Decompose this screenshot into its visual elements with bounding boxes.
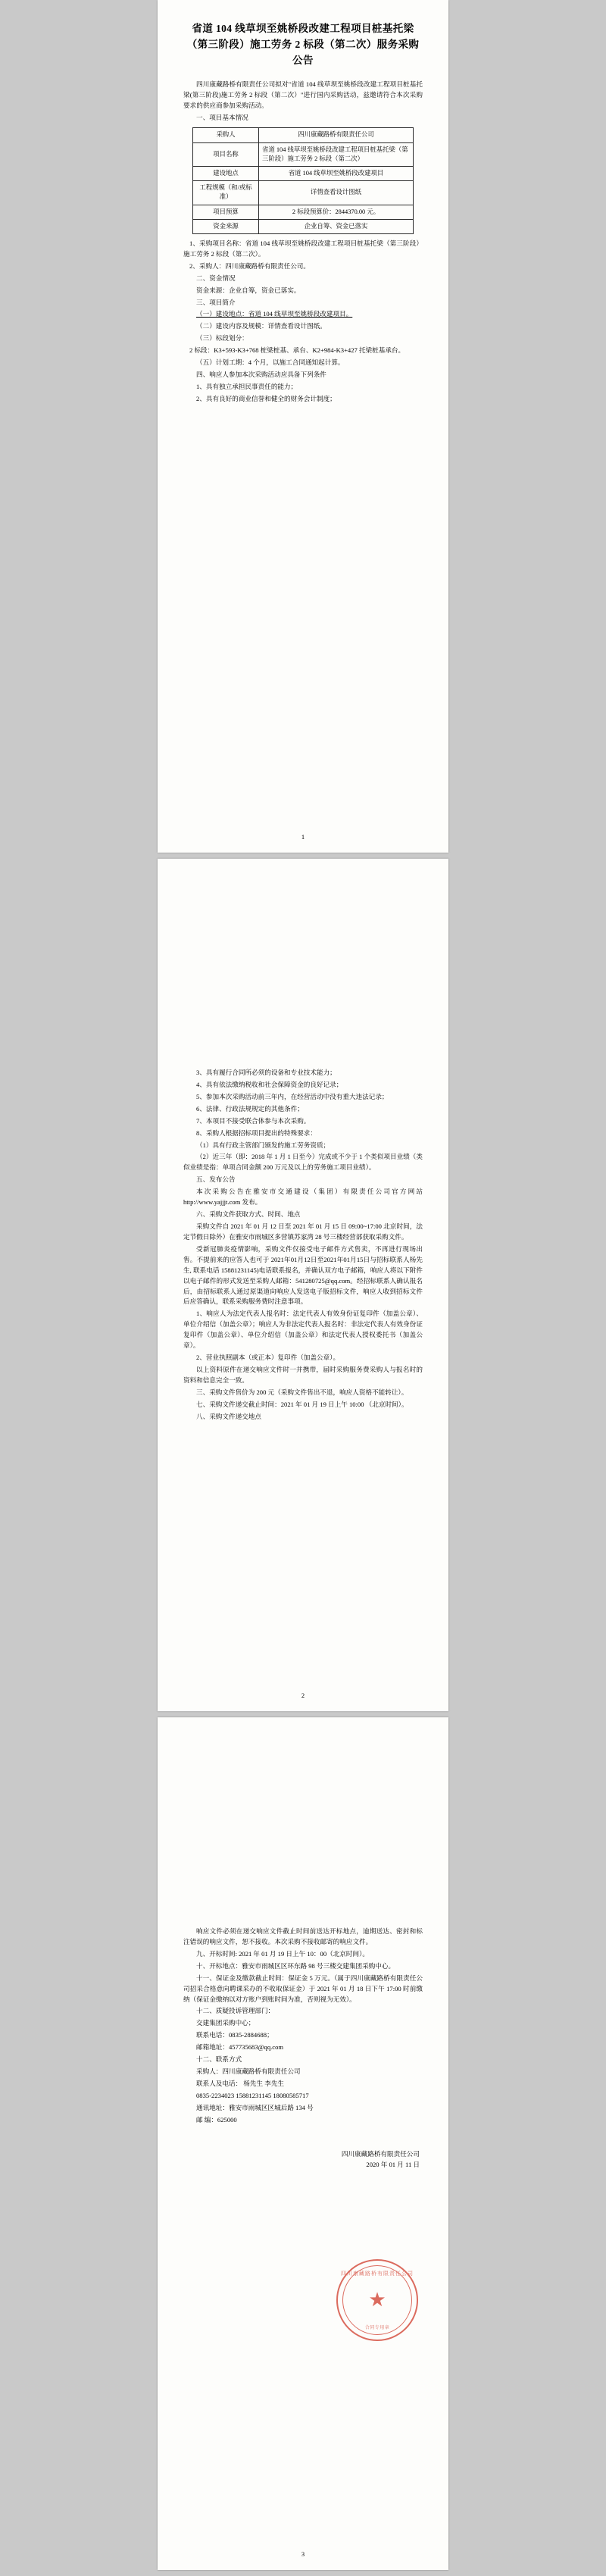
list-item: （三）标段划分： xyxy=(196,334,248,343)
table-cell-key: 工程规模（和/或标准） xyxy=(193,181,259,205)
list-item: 2、具有良好的商业信誉和健全的财务会计制度； xyxy=(196,394,336,402)
list-item: 2 标段：K3+593-K3+768 桩梁桩基、承台、K2+984-K3+427 托梁桩基承台。 xyxy=(189,346,405,355)
list-item: 6、法律、行政法规规定的其他条件； xyxy=(196,1104,304,1113)
table-cell-key: 资金来源 xyxy=(193,219,259,233)
complaint-dept: 交建集团采购中心； xyxy=(196,2019,255,2027)
signature-block xyxy=(183,2149,423,2171)
page-3 xyxy=(158,1717,448,2570)
publish-paragraph: 本次采购公告在雅安市交通建设（集团）有限责任公司官方网站 http://www.yajjjt.com 发布。 xyxy=(183,1188,423,1207)
registration-materials-2: 2、营业执照副本（或正本）复印件（加盖公章）。 xyxy=(196,1354,340,1362)
table-row xyxy=(193,181,414,205)
table-cell-value: 2 标段预算价：2844370.00 元。 xyxy=(259,205,414,219)
submission-notice: 响应文件必须在递交响应文件截止时间前送达开标地点，逾期送达、密封和标注错误的响应文件，恕不接收。本次采购不接收邮寄的响应文件。 xyxy=(183,1927,423,1945)
list-item: 8、采购人根据招标项目提出的特殊要求： xyxy=(196,1128,317,1137)
table-row xyxy=(193,205,414,219)
table-cell-key: 建设地点 xyxy=(193,167,259,181)
complaint-phone: 联系电话：0835-2884688； xyxy=(196,2031,273,2039)
table-row xyxy=(193,167,414,181)
complaint-email: 邮箱地址：457735683@qq.com xyxy=(196,2043,284,2052)
seal-top-text: 四川康藏路桥有限责任公司 xyxy=(341,2271,414,2277)
section-heading-13: 十二、联系方式 xyxy=(196,2055,242,2064)
contact-postcode: 邮 编：625000 xyxy=(196,2115,237,2124)
page-1 xyxy=(158,0,448,853)
section-heading-5: 五、发布公告 xyxy=(196,1175,236,1184)
list-item: 4、具有依法缴纳税收和社会保障资金的良好记录； xyxy=(196,1080,343,1088)
project-info-table xyxy=(192,127,414,234)
signature-date: 2020 年 01 月 11 日 xyxy=(366,2161,420,2169)
list-item: 3、具有履行合同所必须的设备和专业技术能力； xyxy=(196,1069,336,1076)
list-item: （五）计划工期：4 个月，以施工合同通知起计算。 xyxy=(196,358,345,367)
page-top-margin xyxy=(183,878,423,1068)
table-cell-key: 采购人 xyxy=(193,128,259,142)
table-cell-value: 企业自筹、资金已落实 xyxy=(259,219,414,233)
seal-star-icon: ★ xyxy=(368,2289,386,2311)
intro-paragraph: 四川康藏路桥有限责任公司拟对"省道 104 线草坝至姚桥段改建工程项目桩基托梁(第三阶段)施工劳务 2 标段（第二次）"进行国内采购活动，兹邀请符合本次采购要求的供应商参加采购活动。 xyxy=(183,80,423,109)
page-number: 1 xyxy=(301,833,305,840)
table-cell-key: 项目预算 xyxy=(193,205,259,219)
contact-persons: 联系人及电话： 杨先生 李先生 xyxy=(196,2079,285,2087)
contact-address: 通讯地址：雅安市雨城区区城后路 134 号 xyxy=(196,2103,314,2111)
official-seal-icon xyxy=(336,2259,418,2341)
seal-bottom-text: 合同专用章 xyxy=(364,2326,390,2330)
list-item: 5、参加本次采购活动前三年内，在经营活动中没有重大违法记录； xyxy=(196,1092,389,1100)
epidemic-notice: 受新冠肺炎疫情影响，采购文件仅接受电子邮件方式售卖，不再进行现场出售。不提前来的应答人也可于 2021年01月12日至2021年01月15日与招标联系人杨先生, 联系电话 15881231145)电话联系报名，并确认双方电子邮箱，响应人将以下附件以电子邮件的形式发送至采购人邮箱：541280725@qq.com。经招标联系人确认报名后，由招标联系人通过原渠道向响应人发送电子版招标文件，响应人收到招标文件后应答确认，联系采购服务费时注意事项。 xyxy=(183,1244,423,1306)
section-heading-6: 六、采购文件获取方式、时间、地点 xyxy=(196,1210,301,1219)
list-item: （2）近三年（即：2018 年 1 月 1 日至今）完成或不少于 1 个类似项目业绩（类似业绩是指：单项合同金额 200 万元及以上的劳务施工项目业绩）。 xyxy=(183,1153,423,1172)
list-item: 资金来源：企业自筹，资金已落实。 xyxy=(196,286,301,294)
section-heading-1: 一、项目基本情况 xyxy=(196,113,248,121)
section-heading-10: 十、开标地点：雅安市雨城区区环东路 98 号三楼交建集团采购中心。 xyxy=(196,1961,395,1970)
table-row xyxy=(193,128,414,142)
list-item: 1、采购项目名称：省道 104 线草坝至姚桥段改建工程项目桩基托梁（第三阶段）施工劳务 2 标段（第二次）。 xyxy=(183,239,423,258)
contact-company: 采购人：四川康藏路桥有限责任公司 xyxy=(196,2067,301,2076)
list-item: 7、本项目不接受联合体参与本次采购。 xyxy=(196,1116,311,1125)
list-item: （一）建设地点：省道 104 线草坝至姚桥段改建项目。 xyxy=(196,310,353,318)
list-item: 2、采购人：四川康藏路桥有限责任公司。 xyxy=(189,261,310,270)
page-2 xyxy=(158,859,448,1711)
table-cell-value: 详情查看设计图纸 xyxy=(259,181,414,205)
section-heading-3: 三、项目简介 xyxy=(196,298,236,306)
section-heading-9: 九、开标时间: 2021 年 01 月 19 日上午 10：00（北京时间）。 xyxy=(196,1949,369,1958)
contact-phones: 0835-2234023 15881231145 18080585717 xyxy=(196,2091,309,2099)
doc-acquisition-time: 采购文件自 2021 年 01 月 12 日至 2021 年 01 月 15 日 09:00~17:00 北京时间，法定节假日除外）在雅安市雨城区多营镇苏家湾 28 号三楼经营部获取采购文件。 xyxy=(183,1222,423,1241)
table-row xyxy=(193,142,414,166)
table-row xyxy=(193,219,414,233)
table-cell-value: 省道 104 线草坝至姚桥段改建项目 xyxy=(259,167,414,181)
page-top-margin xyxy=(183,1737,423,1927)
list-item: （1）具有行政主管部门颁发的施工劳务资质； xyxy=(196,1141,330,1149)
section-heading-2: 二、资金情况 xyxy=(196,274,236,282)
section-heading-8: 八、采购文件递交地点 xyxy=(196,1412,261,1420)
doc-price: 三、采购文件售价为 200 元（采购文件售出不退，响应人资格不能转让）。 xyxy=(196,1388,408,1396)
list-item: 1、具有独立承担民事责任的能力； xyxy=(196,383,298,391)
list-item: （二）建设内容及规模：详情查看设计图纸。 xyxy=(196,322,326,330)
page-number: 3 xyxy=(301,2550,305,2558)
table-cell-value: 省道 104 线草坝至姚桥段改建工程项目桩基托梁（第三阶段）施工劳务 2 标段（第二次） xyxy=(259,142,414,166)
registration-materials-1: 1、响应人为法定代表人报名时：法定代表人有效身份证复印件（加盖公章）、单位介绍信（加盖公章）；响应人为非法定代表人报名时：非法定代表人有效身份证复印件（加盖公章）、单位介绍信（加盖公章）和法定代表人授权委托书（加盖公章）。 xyxy=(183,1310,423,1350)
table-cell-value: 四川康藏路桥有限责任公司 xyxy=(259,128,414,142)
section-heading-4: 四、响应人参加本次采购活动应具备下列条件 xyxy=(196,371,326,379)
section-heading-12: 十二、质疑投诉管理部门： xyxy=(196,2007,275,2015)
page-number: 2 xyxy=(301,1692,305,1699)
table-cell-key: 项目名称 xyxy=(193,142,259,166)
section-heading-11: 十一、保证金及缴款截止时间：保证金 5 万元。（属于四川康藏路桥有限责任公司招采合格意向聘课采办的不收取保证金）于 2021 年 01 月 18 日下午 17:00 时前缴纳（保证金缴纳以对方账户到账时间为准，否则视为无效）。 xyxy=(183,1973,423,2003)
signature-company: 四川康藏路桥有限责任公司 xyxy=(341,2149,420,2158)
section-heading-7: 七、采购文件递交截止时间：2021 年 01 月 19 日上午 10:00 （北京时间）。 xyxy=(196,1400,408,1408)
page-title: 省道 104 线草坝至姚桥段改建工程项目桩基托梁（第三阶段）施工劳务 2 标段（第二次）服务采购公告 xyxy=(186,23,420,66)
registration-materials-3: 以上资料原件在递交响应文件时一并携带，届时采购服务费采购人与报名时的资料和信息完全一致。 xyxy=(183,1365,423,1384)
